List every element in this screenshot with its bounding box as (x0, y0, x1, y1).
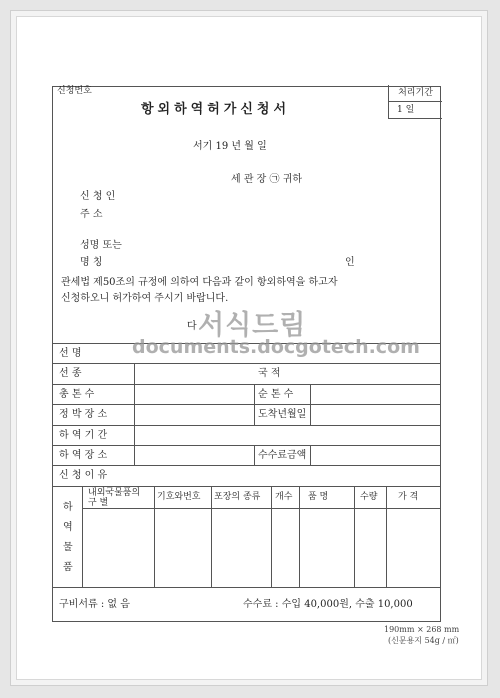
label-col-line (134, 363, 135, 465)
row-divider (53, 465, 440, 466)
footer-paper: (신문용지 54g / ㎡) (388, 636, 459, 645)
processing-period-label: 처리기간 (389, 85, 442, 102)
row-nationality: 국 적 (258, 368, 281, 379)
row-divider (53, 404, 440, 405)
applicant-label: 신 청 인 (80, 191, 116, 202)
name-label-line2: 명 칭 (80, 257, 103, 268)
seal-label: 인 (345, 257, 355, 268)
watermark-url: documents.docgotech.com (132, 336, 420, 358)
row-divider (53, 363, 440, 364)
processing-period-box (388, 85, 442, 119)
goods-side-label-4: 품 (63, 562, 73, 573)
mid-col-line (254, 445, 255, 465)
goods-col-line (354, 486, 355, 587)
row-place: 하 역 장 소 (59, 450, 108, 461)
attachments: 구비서류 : 없 음 (59, 599, 130, 610)
goods-col-mark: 기호와번호 (157, 492, 201, 502)
fee-text: 수수료 : 수입 40,000원, 수출 10,000 (243, 599, 413, 610)
goods-col-item: 품 명 (308, 492, 329, 502)
goods-col-line (82, 486, 83, 587)
goods-col-line (154, 486, 155, 587)
row-net-tonnage: 순 톤 수 (258, 389, 294, 400)
row-arrival-date: 도착년월일 (258, 409, 307, 420)
row-vessel-type: 선 종 (59, 368, 82, 379)
name-label-line1: 성명 또는 (80, 240, 122, 251)
goods-col-line (271, 486, 272, 587)
footer-size: 190mm × 268 mm (384, 625, 460, 634)
mid-col-line (310, 445, 311, 465)
row-divider (53, 384, 440, 385)
goods-col-count: 개수 (275, 492, 293, 502)
address-label: 주 소 (80, 209, 103, 220)
goods-col-category-line1: 내외국물품의 (88, 488, 141, 498)
date-line: 서기 19 년 월 일 (193, 141, 267, 152)
goods-col-qty: 수량 (360, 492, 378, 502)
goods-col-category-line2: 구 별 (88, 498, 109, 508)
goods-col-price: 가 격 (398, 492, 419, 502)
row-reason: 신 청 이 유 (59, 470, 108, 481)
goods-side-label-2: 역 (63, 522, 73, 533)
addressee: 세 관 장 ㉠ 귀하 (231, 174, 303, 185)
statement-line1: 관세법 제50조의 규정에 의하여 다음과 같이 항외하역을 하고자 (61, 277, 338, 288)
watermark-korean: 서식드림 (198, 310, 307, 341)
row-anchorage: 정 박 장 소 (59, 409, 108, 420)
row-fee-amount: 수수료금액 (258, 450, 307, 461)
application-number-label: 신청번호 (57, 86, 92, 96)
goods-col-line (386, 486, 387, 587)
goods-col-line (299, 486, 300, 587)
processing-period-value: 1 일 (397, 105, 415, 115)
goods-side-label-1: 하 (63, 502, 73, 513)
row-divider (53, 445, 440, 446)
goods-col-packing: 포장의 종류 (214, 492, 261, 502)
form-title: 항외하역허가신청서 (141, 102, 291, 117)
below-label: 다 (187, 321, 197, 332)
mid-col-line (254, 384, 255, 425)
row-gross-tonnage: 총 톤 수 (59, 389, 95, 400)
mid-col-line (310, 384, 311, 425)
statement-line2: 신청하오니 허가하여 주시기 바랍니다. (61, 293, 229, 304)
goods-col-line (211, 486, 212, 587)
row-period: 하 역 기 간 (59, 430, 108, 441)
row-vessel-name: 선 명 (59, 348, 82, 359)
goods-side-label-3: 물 (63, 542, 73, 553)
row-divider (53, 587, 440, 588)
row-divider (53, 425, 440, 426)
